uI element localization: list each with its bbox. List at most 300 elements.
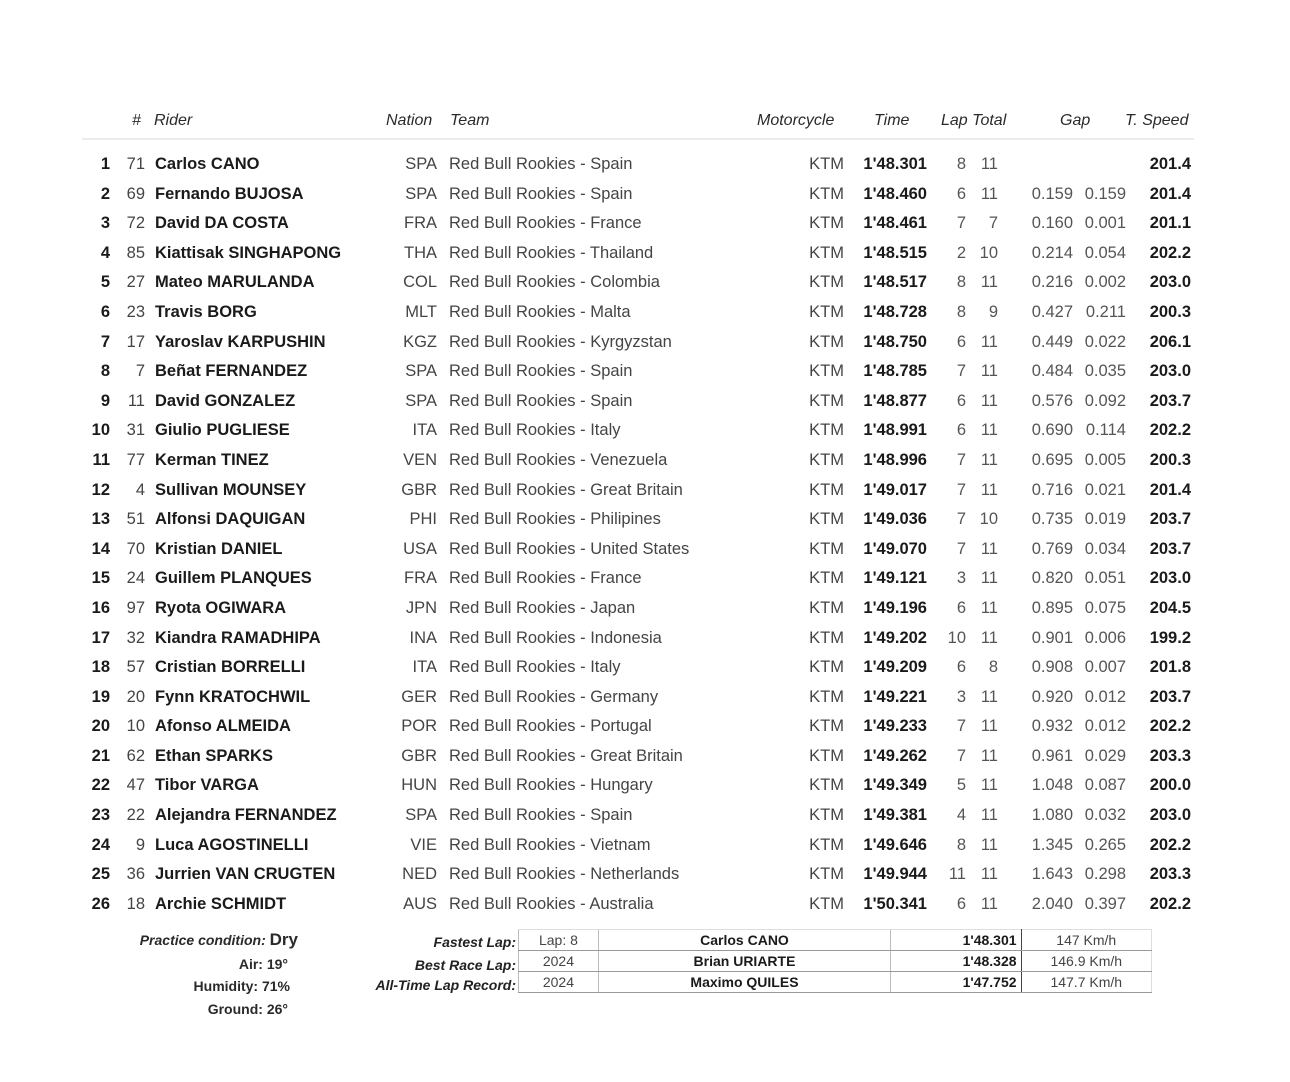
top-speed: 203.3 bbox=[1149, 865, 1191, 884]
total-laps: 11 bbox=[980, 421, 998, 440]
team: Red Bull Rookies - Venezuela bbox=[449, 450, 668, 469]
rider-name: Alfonsi DAQUIGAN bbox=[155, 510, 306, 529]
total-laps: 11 bbox=[980, 894, 998, 913]
gap-to-first: 0.427 bbox=[1031, 302, 1073, 321]
rider-name: Cristian BORRELLI bbox=[155, 658, 306, 677]
gap-to-first: 0.895 bbox=[1031, 598, 1073, 617]
nation: PHI bbox=[409, 510, 437, 529]
record-row-all-time bbox=[519, 972, 1152, 993]
motorcycle: KTM bbox=[809, 569, 844, 588]
rider-number: 70 bbox=[126, 539, 145, 558]
nation: KGZ bbox=[403, 332, 437, 351]
best-lap: 7 bbox=[956, 539, 966, 558]
lap-records-table bbox=[518, 929, 1152, 993]
rider-number: 77 bbox=[126, 450, 145, 469]
motorcycle: KTM bbox=[809, 835, 844, 854]
rider-name: Mateo MARULANDA bbox=[155, 273, 315, 292]
best-lap: 10 bbox=[947, 628, 966, 647]
gap-to-previous: 0.032 bbox=[1084, 806, 1126, 825]
total-laps: 11 bbox=[980, 362, 998, 381]
gap-to-first: 0.695 bbox=[1031, 450, 1073, 469]
record-speed: 147 Km/h bbox=[1021, 930, 1151, 951]
best-time: 1'49.070 bbox=[863, 539, 927, 558]
rider-name: Jurrien VAN CRUGTEN bbox=[155, 865, 336, 884]
table-row bbox=[0, 772, 1290, 802]
table-row bbox=[0, 861, 1290, 891]
motorcycle: KTM bbox=[809, 273, 844, 292]
rider-name: Tibor VARGA bbox=[155, 776, 259, 795]
rider-name: Afonso ALMEIDA bbox=[155, 717, 291, 736]
total-laps: 8 bbox=[988, 658, 998, 677]
best-time: 1'49.646 bbox=[863, 835, 927, 854]
nation: VIE bbox=[410, 835, 437, 854]
rider-number: 10 bbox=[126, 717, 145, 736]
total-laps: 11 bbox=[980, 776, 998, 795]
rider-name: Yaroslav KARPUSHIN bbox=[155, 332, 326, 351]
team: Red Bull Rookies - Spain bbox=[449, 184, 633, 203]
best-lap: 7 bbox=[956, 450, 966, 469]
table-row bbox=[0, 181, 1290, 211]
rider-name: Fernando BUJOSA bbox=[155, 184, 304, 203]
rider-name: Guillem PLANQUES bbox=[155, 569, 312, 588]
table-row bbox=[0, 269, 1290, 299]
top-speed: 199.2 bbox=[1149, 628, 1191, 647]
gap-to-previous: 0.029 bbox=[1084, 746, 1126, 765]
record-row-fastest-lap bbox=[519, 930, 1152, 951]
results-table-body bbox=[0, 151, 1290, 920]
total-laps: 11 bbox=[980, 746, 998, 765]
best-lap: 5 bbox=[956, 776, 966, 795]
team: Red Bull Rookies - Thailand bbox=[449, 243, 654, 262]
top-speed: 203.0 bbox=[1149, 273, 1191, 292]
gap-to-first: 0.214 bbox=[1031, 243, 1073, 262]
humidity: Humidity: 71% bbox=[193, 978, 290, 994]
team: Red Bull Rookies - Philipines bbox=[449, 510, 661, 529]
gap-to-previous: 0.006 bbox=[1084, 628, 1126, 647]
team: Red Bull Rookies - Italy bbox=[449, 658, 621, 677]
motorcycle: KTM bbox=[809, 332, 844, 351]
total-laps: 11 bbox=[980, 598, 998, 617]
top-speed: 202.2 bbox=[1149, 717, 1191, 736]
best-time: 1'49.036 bbox=[863, 510, 927, 529]
gap-to-first: 0.576 bbox=[1031, 391, 1073, 410]
gap-to-first: 1.080 bbox=[1031, 806, 1073, 825]
top-speed: 200.3 bbox=[1149, 450, 1191, 469]
gap-to-first: 0.908 bbox=[1031, 658, 1073, 677]
header-team: Team bbox=[450, 112, 490, 129]
gap-to-previous: 0.159 bbox=[1084, 184, 1126, 203]
rider-number: 27 bbox=[126, 273, 145, 292]
best-lap: 7 bbox=[956, 510, 966, 529]
best-lap: 3 bbox=[956, 687, 966, 706]
rider-name: Kerman TINEZ bbox=[155, 450, 269, 469]
rider-number: 71 bbox=[126, 155, 145, 173]
nation: GBR bbox=[401, 746, 437, 765]
position: 8 bbox=[100, 362, 110, 381]
header-motorcycle: Motorcycle bbox=[757, 112, 835, 129]
total-laps: 7 bbox=[988, 214, 998, 233]
gap-to-previous: 0.012 bbox=[1084, 687, 1126, 706]
top-speed: 206.1 bbox=[1149, 332, 1191, 351]
position: 9 bbox=[100, 391, 110, 410]
gap-to-previous: 0.035 bbox=[1084, 362, 1126, 381]
nation: INA bbox=[409, 628, 437, 647]
best-time: 1'48.877 bbox=[863, 391, 927, 410]
best-time: 1'49.121 bbox=[863, 569, 927, 588]
nation: MLT bbox=[405, 302, 437, 321]
team: Red Bull Rookies - Spain bbox=[449, 391, 633, 410]
header-lap-total: Lap Total bbox=[941, 112, 1007, 129]
rider-number: 7 bbox=[135, 362, 145, 381]
table-row bbox=[0, 891, 1290, 921]
record-lap: Lap: 8 bbox=[519, 930, 599, 951]
gap-to-first: 1.048 bbox=[1031, 776, 1073, 795]
total-laps: 11 bbox=[980, 806, 998, 825]
rider-number: 9 bbox=[135, 835, 145, 854]
team: Red Bull Rookies - Netherlands bbox=[449, 865, 680, 884]
gap-to-previous: 0.397 bbox=[1084, 894, 1126, 913]
table-row bbox=[0, 802, 1290, 832]
nation: SPA bbox=[405, 362, 437, 381]
motorcycle: KTM bbox=[809, 539, 844, 558]
best-lap: 6 bbox=[956, 391, 966, 410]
nation: ITA bbox=[412, 658, 437, 677]
rider-name: Fynn KRATOCHWIL bbox=[155, 687, 311, 706]
best-time: 1'48.996 bbox=[863, 450, 927, 469]
position: 22 bbox=[91, 776, 110, 795]
best-time: 1'49.349 bbox=[863, 776, 927, 795]
position: 17 bbox=[91, 628, 110, 647]
best-time: 1'48.785 bbox=[863, 362, 927, 381]
best-lap: 8 bbox=[956, 273, 966, 292]
rider-name: Travis BORG bbox=[155, 302, 257, 321]
nation: SPA bbox=[405, 155, 437, 173]
top-speed: 201.4 bbox=[1149, 184, 1191, 203]
team: Red Bull Rookies - Malta bbox=[449, 302, 631, 321]
best-time: 1'48.750 bbox=[863, 332, 927, 351]
top-speed: 201.8 bbox=[1149, 658, 1191, 677]
header-number: # bbox=[132, 112, 141, 129]
rider-number: 23 bbox=[126, 302, 145, 321]
table-row bbox=[0, 832, 1290, 862]
gap-to-previous: 0.211 bbox=[1085, 302, 1126, 321]
position: 5 bbox=[100, 273, 110, 292]
total-laps: 11 bbox=[980, 569, 998, 588]
position: 16 bbox=[91, 598, 110, 617]
gap-to-previous: 0.021 bbox=[1084, 480, 1126, 499]
record-lap: 2024 bbox=[519, 951, 599, 972]
record-rider: Maximo QUILES bbox=[598, 972, 890, 993]
best-lap: 7 bbox=[956, 746, 966, 765]
best-lap: 3 bbox=[956, 569, 966, 588]
top-speed: 204.5 bbox=[1149, 598, 1191, 617]
table-row bbox=[0, 536, 1290, 566]
team: Red Bull Rookies - Vietnam bbox=[449, 835, 651, 854]
table-row bbox=[0, 210, 1290, 240]
motorcycle: KTM bbox=[809, 628, 844, 647]
rider-name: Kiattisak SINGHAPONG bbox=[155, 243, 342, 262]
rider-number: 72 bbox=[126, 214, 145, 233]
rider-name: Carlos CANO bbox=[155, 155, 260, 173]
table-row bbox=[0, 447, 1290, 477]
table-row bbox=[0, 565, 1290, 595]
total-laps: 11 bbox=[980, 155, 998, 173]
practice-condition-label: Practice condition: bbox=[139, 932, 266, 948]
gap-to-previous: 0.114 bbox=[1085, 421, 1126, 440]
rider-name: Luca AGOSTINELLI bbox=[155, 835, 309, 854]
rider-number: 36 bbox=[126, 865, 145, 884]
table-row bbox=[0, 625, 1290, 655]
motorcycle: KTM bbox=[809, 687, 844, 706]
motorcycle: KTM bbox=[809, 865, 844, 884]
best-lap: 7 bbox=[956, 362, 966, 381]
position: 21 bbox=[91, 746, 110, 765]
record-rider: Brian URIARTE bbox=[598, 951, 890, 972]
best-time: 1'49.262 bbox=[863, 746, 927, 765]
nation: USA bbox=[403, 539, 437, 558]
table-row bbox=[0, 388, 1290, 418]
rider-number: 17 bbox=[126, 332, 145, 351]
gap-to-first: 0.735 bbox=[1031, 510, 1073, 529]
rider-name: Sullivan MOUNSEY bbox=[155, 480, 307, 499]
position: 15 bbox=[91, 569, 110, 588]
position: 3 bbox=[100, 214, 110, 233]
team: Red Bull Rookies - United States bbox=[449, 539, 690, 558]
position: 13 bbox=[91, 510, 110, 529]
motorcycle: KTM bbox=[809, 894, 844, 913]
position: 12 bbox=[91, 480, 110, 499]
position: 1 bbox=[100, 155, 110, 173]
team: Red Bull Rookies - Great Britain bbox=[449, 480, 683, 499]
gap-to-previous: 0.034 bbox=[1084, 539, 1126, 558]
team: Red Bull Rookies - Germany bbox=[449, 687, 659, 706]
top-speed: 201.4 bbox=[1149, 155, 1191, 173]
top-speed: 203.0 bbox=[1149, 806, 1191, 825]
position: 18 bbox=[91, 658, 110, 677]
rider-name: Giulio PUGLIESE bbox=[155, 421, 290, 440]
best-time: 1'49.381 bbox=[863, 806, 927, 825]
record-lap: 2024 bbox=[519, 972, 599, 993]
rider-number: 97 bbox=[126, 598, 145, 617]
header-nation: Nation bbox=[386, 112, 433, 129]
nation: SPA bbox=[405, 391, 437, 410]
best-time: 1'49.202 bbox=[863, 628, 927, 647]
top-speed: 200.3 bbox=[1149, 302, 1191, 321]
nation: GER bbox=[401, 687, 437, 706]
motorcycle: KTM bbox=[809, 302, 844, 321]
total-laps: 11 bbox=[980, 184, 998, 203]
rider-name: Beñat FERNANDEZ bbox=[155, 362, 308, 381]
gap-to-previous: 0.075 bbox=[1084, 598, 1126, 617]
total-laps: 11 bbox=[980, 450, 998, 469]
position: 19 bbox=[91, 687, 110, 706]
record-row-best-race-lap bbox=[519, 951, 1152, 972]
best-time: 1'48.991 bbox=[863, 421, 927, 440]
motorcycle: KTM bbox=[809, 658, 844, 677]
position: 25 bbox=[91, 865, 110, 884]
nation: COL bbox=[403, 273, 437, 292]
nation: NED bbox=[402, 865, 437, 884]
table-row bbox=[0, 743, 1290, 773]
total-laps: 11 bbox=[980, 273, 998, 292]
top-speed: 203.7 bbox=[1149, 687, 1191, 706]
team: Red Bull Rookies - Portugal bbox=[449, 717, 652, 736]
gap-to-first: 0.690 bbox=[1031, 421, 1073, 440]
record-time: 1'48.328 bbox=[891, 951, 1021, 972]
practice-condition bbox=[100, 930, 298, 950]
best-lap: 6 bbox=[956, 184, 966, 203]
nation: ITA bbox=[412, 421, 437, 440]
rider-number: 20 bbox=[126, 687, 145, 706]
position: 4 bbox=[100, 243, 110, 262]
top-speed: 203.0 bbox=[1149, 569, 1191, 588]
best-lap: 6 bbox=[956, 658, 966, 677]
header-time: Time bbox=[874, 112, 910, 129]
rider-number: 32 bbox=[126, 628, 145, 647]
best-lap: 6 bbox=[956, 598, 966, 617]
table-row bbox=[0, 151, 1290, 181]
gap-to-previous: 0.265 bbox=[1084, 835, 1126, 854]
team: Red Bull Rookies - Kyrgyzstan bbox=[449, 332, 672, 351]
position: 20 bbox=[91, 717, 110, 736]
gap-to-first: 0.449 bbox=[1031, 332, 1073, 351]
position: 7 bbox=[100, 332, 110, 351]
motorcycle: KTM bbox=[809, 480, 844, 499]
team: Red Bull Rookies - France bbox=[449, 214, 642, 233]
total-laps: 11 bbox=[980, 480, 998, 499]
motorcycle: KTM bbox=[809, 391, 844, 410]
motorcycle: KTM bbox=[809, 450, 844, 469]
gap-to-first: 0.159 bbox=[1031, 184, 1073, 203]
gap-to-first: 2.040 bbox=[1031, 894, 1073, 913]
nation: AUS bbox=[403, 894, 437, 913]
rider-number: 22 bbox=[126, 806, 145, 825]
top-speed: 201.1 bbox=[1149, 214, 1191, 233]
top-speed: 202.2 bbox=[1149, 835, 1191, 854]
record-speed: 147.7 Km/h bbox=[1021, 972, 1151, 993]
total-laps: 11 bbox=[980, 391, 998, 410]
gap-to-first: 0.961 bbox=[1031, 746, 1073, 765]
gap-to-first: 0.920 bbox=[1031, 687, 1073, 706]
total-laps: 11 bbox=[980, 539, 998, 558]
position: 23 bbox=[91, 806, 110, 825]
nation: FRA bbox=[404, 569, 437, 588]
rider-number: 69 bbox=[126, 184, 145, 203]
rider-name: Kristian DANIEL bbox=[155, 539, 283, 558]
best-lap: 4 bbox=[956, 806, 966, 825]
team: Red Bull Rookies - Italy bbox=[449, 421, 621, 440]
best-lap: 6 bbox=[956, 421, 966, 440]
motorcycle: KTM bbox=[809, 746, 844, 765]
position: 2 bbox=[100, 184, 110, 203]
rider-number: 57 bbox=[126, 658, 145, 677]
gap-to-previous: 0.298 bbox=[1084, 865, 1126, 884]
motorcycle: KTM bbox=[809, 421, 844, 440]
best-time: 1'49.221 bbox=[863, 687, 927, 706]
best-time: 1'50.341 bbox=[863, 894, 927, 913]
best-lap: 8 bbox=[956, 302, 966, 321]
table-row bbox=[0, 358, 1290, 388]
rider-number: 11 bbox=[127, 391, 145, 410]
best-lap: 6 bbox=[956, 894, 966, 913]
top-speed: 203.7 bbox=[1149, 391, 1191, 410]
gap-to-first: 1.643 bbox=[1031, 865, 1073, 884]
rider-number: 47 bbox=[126, 776, 145, 795]
motorcycle: KTM bbox=[809, 510, 844, 529]
gap-to-first: 1.345 bbox=[1031, 835, 1073, 854]
best-lap: 7 bbox=[956, 480, 966, 499]
best-time: 1'48.517 bbox=[863, 273, 927, 292]
motorcycle: KTM bbox=[809, 362, 844, 381]
table-row bbox=[0, 299, 1290, 329]
best-time: 1'49.944 bbox=[863, 865, 927, 884]
nation: HUN bbox=[401, 776, 437, 795]
motorcycle: KTM bbox=[809, 214, 844, 233]
gap-to-first: 0.820 bbox=[1031, 569, 1073, 588]
total-laps: 11 bbox=[980, 865, 998, 884]
team: Red Bull Rookies - Spain bbox=[449, 806, 633, 825]
gap-to-previous: 0.002 bbox=[1084, 273, 1126, 292]
best-lap: 2 bbox=[956, 243, 966, 262]
position: 6 bbox=[100, 302, 110, 321]
gap-to-previous: 0.087 bbox=[1084, 776, 1126, 795]
all-time-lap-record-label: All-Time Lap Record: bbox=[375, 977, 516, 993]
table-row bbox=[0, 329, 1290, 359]
gap-to-previous: 0.012 bbox=[1084, 717, 1126, 736]
air-temperature: Air: 19° bbox=[238, 956, 288, 972]
best-time: 1'49.233 bbox=[863, 717, 927, 736]
nation: POR bbox=[401, 717, 437, 736]
top-speed: 201.4 bbox=[1149, 480, 1191, 499]
total-laps: 11 bbox=[980, 687, 998, 706]
top-speed: 203.7 bbox=[1149, 539, 1191, 558]
nation: VEN bbox=[403, 450, 437, 469]
total-laps: 11 bbox=[980, 628, 998, 647]
rider-number: 4 bbox=[135, 480, 145, 499]
best-lap: 11 bbox=[948, 865, 966, 884]
team: Red Bull Rookies - France bbox=[449, 569, 642, 588]
best-time: 1'48.301 bbox=[863, 155, 927, 173]
motorcycle: KTM bbox=[809, 243, 844, 262]
rider-name: Ethan SPARKS bbox=[155, 746, 273, 765]
table-row bbox=[0, 654, 1290, 684]
motorcycle: KTM bbox=[809, 776, 844, 795]
rider-number: 51 bbox=[126, 510, 145, 529]
position: 26 bbox=[91, 894, 110, 913]
nation: SPA bbox=[405, 184, 437, 203]
gap-to-first: 0.901 bbox=[1031, 628, 1073, 647]
best-time: 1'49.017 bbox=[863, 480, 927, 499]
rider-name: Archie SCHMIDT bbox=[155, 894, 287, 913]
position: 11 bbox=[92, 450, 110, 469]
motorcycle: KTM bbox=[809, 155, 844, 173]
table-row bbox=[0, 506, 1290, 536]
total-laps: 11 bbox=[980, 332, 998, 351]
total-laps: 10 bbox=[979, 243, 998, 262]
rider-name: Ryota OGIWARA bbox=[155, 598, 287, 617]
gap-to-first: 0.769 bbox=[1031, 539, 1073, 558]
gap-to-first: 0.484 bbox=[1031, 362, 1073, 381]
nation: GBR bbox=[401, 480, 437, 499]
top-speed: 200.0 bbox=[1149, 776, 1191, 795]
header-t-speed: T. Speed bbox=[1125, 112, 1189, 129]
table-row bbox=[0, 713, 1290, 743]
table-row bbox=[0, 417, 1290, 447]
header-divider bbox=[82, 138, 1194, 140]
motorcycle: KTM bbox=[809, 184, 844, 203]
gap-to-first: 0.716 bbox=[1031, 480, 1073, 499]
gap-to-previous: 0.022 bbox=[1084, 332, 1126, 351]
